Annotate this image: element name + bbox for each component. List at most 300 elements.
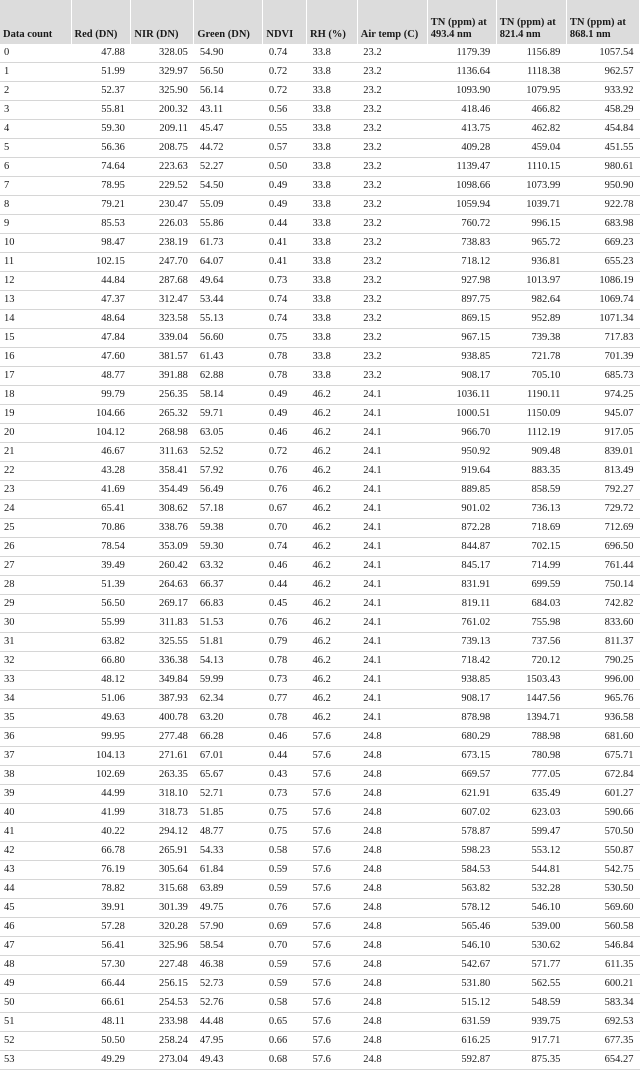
cell-air-temp: 24.1 xyxy=(357,576,427,595)
cell-green: 56.49 xyxy=(194,481,263,500)
cell-tn-493: 1059.94 xyxy=(427,196,496,215)
cell-tn-493: 584.53 xyxy=(427,861,496,880)
cell-red: 57.30 xyxy=(71,956,131,975)
cell-tn-493: 869.15 xyxy=(427,310,496,329)
cell-tn-821: 623.03 xyxy=(496,804,566,823)
cell-tn-493: 950.92 xyxy=(427,443,496,462)
cell-tn-493: 845.17 xyxy=(427,557,496,576)
cell-tn-868: 685.73 xyxy=(566,367,639,386)
table-row xyxy=(0,500,640,519)
table-row xyxy=(0,823,640,842)
cell-nir: 336.38 xyxy=(131,652,194,671)
cell-tn-493: 819.11 xyxy=(427,595,496,614)
cell-rh: 46.2 xyxy=(307,595,358,614)
cell-rh: 33.8 xyxy=(307,272,358,291)
cell-tn-821: 1039.71 xyxy=(496,196,566,215)
cell-rh: 57.6 xyxy=(307,861,358,880)
cell-rh: 57.6 xyxy=(307,937,358,956)
cell-tn-821: 1447.56 xyxy=(496,690,566,709)
cell-green: 47.95 xyxy=(194,1032,263,1051)
cell-ndvi: 0.55 xyxy=(263,120,307,139)
cell-data-count: 5 xyxy=(0,139,71,158)
header-rh: RH (%) xyxy=(307,0,358,44)
cell-green: 54.13 xyxy=(194,652,263,671)
cell-tn-868: 570.50 xyxy=(566,823,639,842)
cell-nir: 256.15 xyxy=(131,975,194,994)
cell-red: 66.80 xyxy=(71,652,131,671)
cell-nir: 391.88 xyxy=(131,367,194,386)
cell-rh: 57.6 xyxy=(307,842,358,861)
table-row xyxy=(0,538,640,557)
cell-green: 61.73 xyxy=(194,234,263,253)
table-row xyxy=(0,709,640,728)
cell-tn-821: 1503.43 xyxy=(496,671,566,690)
cell-air-temp: 24.1 xyxy=(357,500,427,519)
cell-red: 51.39 xyxy=(71,576,131,595)
cell-data-count: 34 xyxy=(0,690,71,709)
cell-tn-821: 858.59 xyxy=(496,481,566,500)
cell-air-temp: 24.1 xyxy=(357,405,427,424)
table-row xyxy=(0,443,640,462)
cell-red: 46.67 xyxy=(71,443,131,462)
cell-nir: 339.04 xyxy=(131,329,194,348)
cell-red: 65.41 xyxy=(71,500,131,519)
cell-rh: 57.6 xyxy=(307,994,358,1013)
table-body xyxy=(0,44,640,1070)
cell-green: 57.90 xyxy=(194,918,263,937)
cell-rh: 46.2 xyxy=(307,709,358,728)
cell-data-count: 14 xyxy=(0,310,71,329)
cell-tn-821: 562.55 xyxy=(496,975,566,994)
cell-rh: 46.2 xyxy=(307,538,358,557)
cell-red: 63.82 xyxy=(71,633,131,652)
table-row xyxy=(0,139,640,158)
cell-red: 74.64 xyxy=(71,158,131,177)
cell-tn-493: 1000.51 xyxy=(427,405,496,424)
cell-tn-821: 737.56 xyxy=(496,633,566,652)
table-row xyxy=(0,975,640,994)
cell-tn-868: 950.90 xyxy=(566,177,639,196)
cell-green: 46.38 xyxy=(194,956,263,975)
cell-red: 50.50 xyxy=(71,1032,131,1051)
table-row xyxy=(0,633,640,652)
cell-tn-868: 458.29 xyxy=(566,101,639,120)
cell-air-temp: 24.8 xyxy=(357,994,427,1013)
cell-green: 59.38 xyxy=(194,519,263,538)
cell-green: 43.11 xyxy=(194,101,263,120)
cell-green: 59.99 xyxy=(194,671,263,690)
cell-tn-868: 917.05 xyxy=(566,424,639,443)
cell-ndvi: 0.74 xyxy=(263,291,307,310)
cell-tn-493: 1093.90 xyxy=(427,82,496,101)
cell-tn-493: 919.64 xyxy=(427,462,496,481)
cell-tn-493: 908.17 xyxy=(427,367,496,386)
cell-tn-493: 718.12 xyxy=(427,253,496,272)
cell-tn-868: 965.76 xyxy=(566,690,639,709)
cell-tn-493: 578.12 xyxy=(427,899,496,918)
cell-rh: 57.6 xyxy=(307,747,358,766)
table-row xyxy=(0,690,640,709)
cell-data-count: 41 xyxy=(0,823,71,842)
cell-rh: 46.2 xyxy=(307,462,358,481)
cell-green: 44.48 xyxy=(194,1013,263,1032)
cell-tn-821: 1013.97 xyxy=(496,272,566,291)
cell-green: 49.64 xyxy=(194,272,263,291)
cell-nir: 381.57 xyxy=(131,348,194,367)
cell-air-temp: 24.1 xyxy=(357,481,427,500)
table-row xyxy=(0,1032,640,1051)
cell-air-temp: 24.1 xyxy=(357,614,427,633)
table-row xyxy=(0,880,640,899)
cell-tn-821: 553.12 xyxy=(496,842,566,861)
cell-ndvi: 0.68 xyxy=(263,1051,307,1070)
cell-red: 44.99 xyxy=(71,785,131,804)
cell-tn-821: 530.62 xyxy=(496,937,566,956)
cell-ndvi: 0.73 xyxy=(263,671,307,690)
cell-nir: 358.41 xyxy=(131,462,194,481)
cell-red: 55.81 xyxy=(71,101,131,120)
cell-red: 70.86 xyxy=(71,519,131,538)
cell-green: 52.27 xyxy=(194,158,263,177)
cell-red: 78.82 xyxy=(71,880,131,899)
cell-green: 62.88 xyxy=(194,367,263,386)
cell-data-count: 30 xyxy=(0,614,71,633)
cell-tn-493: 831.91 xyxy=(427,576,496,595)
cell-tn-868: 560.58 xyxy=(566,918,639,937)
cell-tn-493: 1136.64 xyxy=(427,63,496,82)
cell-data-count: 23 xyxy=(0,481,71,500)
cell-red: 79.21 xyxy=(71,196,131,215)
cell-tn-821: 883.35 xyxy=(496,462,566,481)
cell-tn-493: 669.57 xyxy=(427,766,496,785)
cell-ndvi: 0.56 xyxy=(263,101,307,120)
cell-tn-868: 712.69 xyxy=(566,519,639,538)
cell-tn-868: 962.57 xyxy=(566,63,639,82)
cell-tn-493: 578.87 xyxy=(427,823,496,842)
cell-nir: 208.75 xyxy=(131,139,194,158)
cell-air-temp: 24.8 xyxy=(357,880,427,899)
cell-red: 51.06 xyxy=(71,690,131,709)
cell-red: 47.88 xyxy=(71,44,131,63)
cell-tn-821: 548.59 xyxy=(496,994,566,1013)
cell-ndvi: 0.74 xyxy=(263,310,307,329)
cell-ndvi: 0.49 xyxy=(263,386,307,405)
cell-ndvi: 0.44 xyxy=(263,747,307,766)
table-row xyxy=(0,158,640,177)
cell-tn-821: 1112.19 xyxy=(496,424,566,443)
cell-ndvi: 0.41 xyxy=(263,253,307,272)
cell-tn-493: 542.67 xyxy=(427,956,496,975)
cell-tn-821: 909.48 xyxy=(496,443,566,462)
cell-data-count: 36 xyxy=(0,728,71,747)
cell-data-count: 13 xyxy=(0,291,71,310)
cell-nir: 247.70 xyxy=(131,253,194,272)
cell-tn-821: 705.10 xyxy=(496,367,566,386)
table-row xyxy=(0,576,640,595)
cell-data-count: 15 xyxy=(0,329,71,348)
cell-rh: 57.6 xyxy=(307,823,358,842)
cell-rh: 33.8 xyxy=(307,82,358,101)
cell-rh: 57.6 xyxy=(307,1013,358,1032)
cell-red: 49.63 xyxy=(71,709,131,728)
cell-data-count: 19 xyxy=(0,405,71,424)
header-data-count: Data count xyxy=(0,0,71,44)
cell-red: 98.47 xyxy=(71,234,131,253)
cell-nir: 318.10 xyxy=(131,785,194,804)
table-row xyxy=(0,842,640,861)
cell-tn-493: 546.10 xyxy=(427,937,496,956)
cell-green: 45.47 xyxy=(194,120,263,139)
table-row xyxy=(0,956,640,975)
cell-rh: 46.2 xyxy=(307,386,358,405)
cell-tn-821: 571.77 xyxy=(496,956,566,975)
cell-air-temp: 24.1 xyxy=(357,386,427,405)
cell-tn-493: 621.91 xyxy=(427,785,496,804)
cell-tn-493: 967.15 xyxy=(427,329,496,348)
cell-ndvi: 0.59 xyxy=(263,880,307,899)
cell-air-temp: 23.2 xyxy=(357,101,427,120)
cell-air-temp: 24.1 xyxy=(357,671,427,690)
cell-green: 54.90 xyxy=(194,44,263,63)
cell-tn-821: 1394.71 xyxy=(496,709,566,728)
cell-nir: 301.39 xyxy=(131,899,194,918)
cell-red: 99.95 xyxy=(71,728,131,747)
cell-green: 63.05 xyxy=(194,424,263,443)
table-row xyxy=(0,899,640,918)
cell-red: 66.61 xyxy=(71,994,131,1013)
cell-tn-868: 742.82 xyxy=(566,595,639,614)
cell-tn-493: 966.70 xyxy=(427,424,496,443)
cell-tn-493: 872.28 xyxy=(427,519,496,538)
table-row xyxy=(0,215,640,234)
cell-tn-821: 952.89 xyxy=(496,310,566,329)
cell-green: 64.07 xyxy=(194,253,263,272)
cell-green: 66.37 xyxy=(194,576,263,595)
cell-air-temp: 23.2 xyxy=(357,63,427,82)
header-ndvi: NDVI xyxy=(263,0,307,44)
cell-nir: 233.98 xyxy=(131,1013,194,1032)
cell-tn-868: 833.60 xyxy=(566,614,639,633)
cell-nir: 271.61 xyxy=(131,747,194,766)
cell-rh: 33.8 xyxy=(307,196,358,215)
cell-red: 99.79 xyxy=(71,386,131,405)
cell-tn-868: 996.00 xyxy=(566,671,639,690)
cell-green: 51.53 xyxy=(194,614,263,633)
cell-tn-821: 1079.95 xyxy=(496,82,566,101)
cell-nir: 287.68 xyxy=(131,272,194,291)
cell-ndvi: 0.76 xyxy=(263,481,307,500)
cell-tn-493: 878.98 xyxy=(427,709,496,728)
cell-nir: 338.76 xyxy=(131,519,194,538)
cell-nir: 258.24 xyxy=(131,1032,194,1051)
cell-ndvi: 0.59 xyxy=(263,861,307,880)
cell-red: 104.13 xyxy=(71,747,131,766)
cell-ndvi: 0.59 xyxy=(263,956,307,975)
cell-green: 66.28 xyxy=(194,728,263,747)
cell-tn-821: 466.82 xyxy=(496,101,566,120)
cell-tn-493: 901.02 xyxy=(427,500,496,519)
cell-nir: 226.03 xyxy=(131,215,194,234)
cell-tn-493: 563.82 xyxy=(427,880,496,899)
cell-data-count: 33 xyxy=(0,671,71,690)
cell-data-count: 42 xyxy=(0,842,71,861)
cell-rh: 33.8 xyxy=(307,215,358,234)
cell-tn-868: 933.92 xyxy=(566,82,639,101)
cell-red: 48.12 xyxy=(71,671,131,690)
table-row xyxy=(0,728,640,747)
cell-rh: 46.2 xyxy=(307,633,358,652)
cell-ndvi: 0.75 xyxy=(263,823,307,842)
cell-tn-868: 601.27 xyxy=(566,785,639,804)
cell-green: 55.13 xyxy=(194,310,263,329)
cell-red: 41.69 xyxy=(71,481,131,500)
cell-tn-821: 736.13 xyxy=(496,500,566,519)
cell-tn-821: 1073.99 xyxy=(496,177,566,196)
cell-data-count: 4 xyxy=(0,120,71,139)
cell-green: 63.32 xyxy=(194,557,263,576)
cell-data-count: 26 xyxy=(0,538,71,557)
cell-tn-821: 702.15 xyxy=(496,538,566,557)
cell-rh: 46.2 xyxy=(307,576,358,595)
cell-red: 76.19 xyxy=(71,861,131,880)
cell-ndvi: 0.70 xyxy=(263,519,307,538)
cell-tn-868: 692.53 xyxy=(566,1013,639,1032)
cell-air-temp: 24.1 xyxy=(357,538,427,557)
cell-rh: 46.2 xyxy=(307,405,358,424)
cell-green: 55.86 xyxy=(194,215,263,234)
table-row xyxy=(0,652,640,671)
cell-green: 58.14 xyxy=(194,386,263,405)
cell-data-count: 7 xyxy=(0,177,71,196)
table-row xyxy=(0,595,640,614)
cell-tn-868: 590.66 xyxy=(566,804,639,823)
cell-data-count: 8 xyxy=(0,196,71,215)
cell-data-count: 17 xyxy=(0,367,71,386)
cell-green: 61.43 xyxy=(194,348,263,367)
cell-red: 56.36 xyxy=(71,139,131,158)
cell-tn-821: 755.98 xyxy=(496,614,566,633)
cell-nir: 265.32 xyxy=(131,405,194,424)
cell-tn-821: 720.12 xyxy=(496,652,566,671)
cell-nir: 209.11 xyxy=(131,120,194,139)
cell-air-temp: 23.2 xyxy=(357,367,427,386)
table-row xyxy=(0,481,640,500)
cell-tn-493: 760.72 xyxy=(427,215,496,234)
cell-green: 57.18 xyxy=(194,500,263,519)
cell-tn-868: 696.50 xyxy=(566,538,639,557)
cell-ndvi: 0.67 xyxy=(263,500,307,519)
table-row xyxy=(0,196,640,215)
cell-ndvi: 0.76 xyxy=(263,899,307,918)
cell-nir: 260.42 xyxy=(131,557,194,576)
cell-tn-868: 600.21 xyxy=(566,975,639,994)
cell-air-temp: 24.8 xyxy=(357,804,427,823)
cell-air-temp: 24.8 xyxy=(357,1013,427,1032)
cell-rh: 57.6 xyxy=(307,1051,358,1070)
cell-nir: 354.49 xyxy=(131,481,194,500)
cell-air-temp: 23.2 xyxy=(357,215,427,234)
cell-tn-868: 717.83 xyxy=(566,329,639,348)
cell-tn-821: 539.00 xyxy=(496,918,566,937)
cell-air-temp: 24.8 xyxy=(357,1051,427,1070)
cell-ndvi: 0.73 xyxy=(263,785,307,804)
cell-rh: 57.6 xyxy=(307,766,358,785)
cell-rh: 33.8 xyxy=(307,310,358,329)
cell-ndvi: 0.77 xyxy=(263,690,307,709)
cell-tn-493: 844.87 xyxy=(427,538,496,557)
cell-air-temp: 23.2 xyxy=(357,196,427,215)
table-row xyxy=(0,177,640,196)
cell-rh: 46.2 xyxy=(307,424,358,443)
cell-green: 67.01 xyxy=(194,747,263,766)
cell-rh: 33.8 xyxy=(307,329,358,348)
cell-green: 63.89 xyxy=(194,880,263,899)
cell-red: 48.64 xyxy=(71,310,131,329)
cell-ndvi: 0.44 xyxy=(263,215,307,234)
cell-rh: 57.6 xyxy=(307,975,358,994)
cell-tn-868: 922.78 xyxy=(566,196,639,215)
cell-tn-493: 409.28 xyxy=(427,139,496,158)
cell-tn-868: 569.60 xyxy=(566,899,639,918)
cell-ndvi: 0.41 xyxy=(263,234,307,253)
cell-data-count: 27 xyxy=(0,557,71,576)
cell-ndvi: 0.58 xyxy=(263,994,307,1013)
cell-air-temp: 24.8 xyxy=(357,766,427,785)
cell-rh: 57.6 xyxy=(307,1032,358,1051)
cell-ndvi: 0.65 xyxy=(263,1013,307,1032)
cell-red: 104.12 xyxy=(71,424,131,443)
table-row xyxy=(0,367,640,386)
table-row xyxy=(0,291,640,310)
cell-rh: 57.6 xyxy=(307,918,358,937)
cell-green: 53.44 xyxy=(194,291,263,310)
cell-rh: 33.8 xyxy=(307,101,358,120)
cell-tn-493: 673.15 xyxy=(427,747,496,766)
cell-tn-868: 654.27 xyxy=(566,1051,639,1070)
cell-tn-821: 1190.11 xyxy=(496,386,566,405)
cell-rh: 33.8 xyxy=(307,177,358,196)
cell-nir: 387.93 xyxy=(131,690,194,709)
cell-air-temp: 23.2 xyxy=(357,234,427,253)
cell-air-temp: 23.2 xyxy=(357,82,427,101)
cell-tn-821: 714.99 xyxy=(496,557,566,576)
table-row xyxy=(0,918,640,937)
cell-tn-868: 583.34 xyxy=(566,994,639,1013)
cell-tn-493: 598.23 xyxy=(427,842,496,861)
cell-nir: 325.96 xyxy=(131,937,194,956)
cell-tn-821: 1118.38 xyxy=(496,63,566,82)
cell-rh: 57.6 xyxy=(307,899,358,918)
cell-green: 52.71 xyxy=(194,785,263,804)
cell-ndvi: 0.78 xyxy=(263,709,307,728)
cell-rh: 46.2 xyxy=(307,519,358,538)
cell-nir: 200.32 xyxy=(131,101,194,120)
table-row xyxy=(0,861,640,880)
cell-nir: 311.83 xyxy=(131,614,194,633)
cell-air-temp: 24.8 xyxy=(357,785,427,804)
cell-ndvi: 0.66 xyxy=(263,1032,307,1051)
cell-ndvi: 0.57 xyxy=(263,139,307,158)
cell-tn-821: 532.28 xyxy=(496,880,566,899)
cell-red: 47.60 xyxy=(71,348,131,367)
cell-air-temp: 24.1 xyxy=(357,443,427,462)
table-row xyxy=(0,234,640,253)
cell-ndvi: 0.69 xyxy=(263,918,307,937)
cell-tn-821: 739.38 xyxy=(496,329,566,348)
cell-ndvi: 0.49 xyxy=(263,196,307,215)
cell-data-count: 39 xyxy=(0,785,71,804)
cell-tn-868: 454.84 xyxy=(566,120,639,139)
